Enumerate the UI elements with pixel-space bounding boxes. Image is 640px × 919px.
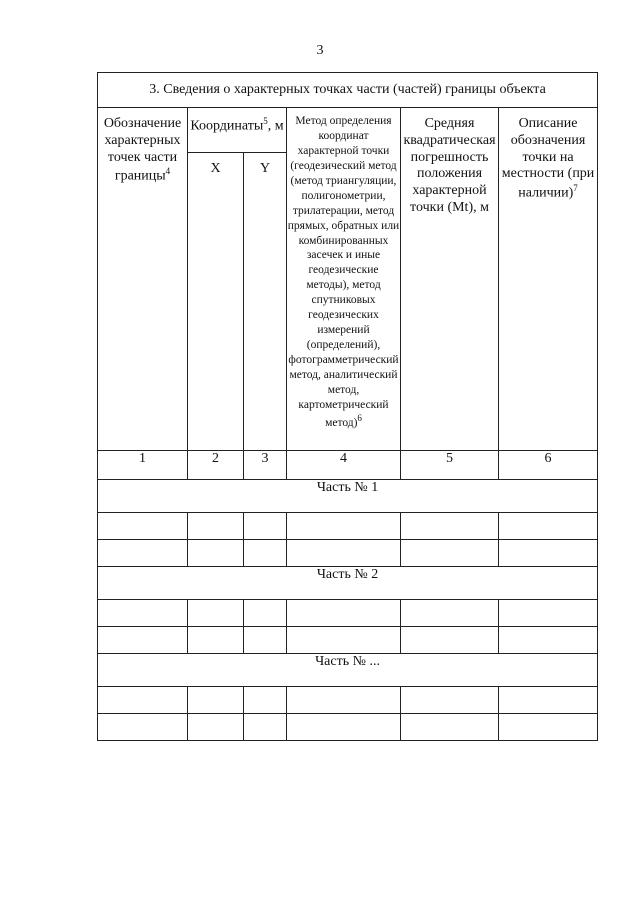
table-cell[interactable] [98, 627, 188, 654]
table-cell[interactable] [188, 714, 244, 741]
table-cell[interactable] [244, 540, 287, 567]
table-cell[interactable] [499, 627, 598, 654]
table-cell[interactable] [244, 513, 287, 540]
table-cell[interactable] [499, 600, 598, 627]
table-cell[interactable] [401, 540, 499, 567]
table-cell[interactable] [287, 600, 401, 627]
table-cell[interactable] [244, 687, 287, 714]
table-cell[interactable] [401, 627, 499, 654]
table-cell[interactable] [499, 687, 598, 714]
table-cell[interactable] [98, 687, 188, 714]
table-row [98, 600, 598, 627]
table-row [98, 714, 598, 741]
table-cell[interactable] [244, 714, 287, 741]
table-cell[interactable] [499, 540, 598, 567]
header-mean-error: Средняя квадратическая погрешность положения характерной точки (Mt), м [401, 108, 499, 451]
column-number: 4 [287, 451, 401, 480]
header-coordinates: Координаты$^5$, м [188, 108, 287, 153]
table-cell[interactable] [287, 627, 401, 654]
table-cell[interactable] [98, 513, 188, 540]
header-point-description: Описание обозначения точки на местности (при наличии)$^7$ [499, 108, 598, 451]
table-row [98, 540, 598, 567]
table-cell[interactable] [401, 687, 499, 714]
characteristic-points-table [97, 72, 598, 741]
part-label: Часть № ... [98, 654, 598, 687]
table-cell[interactable] [98, 540, 188, 567]
table-cell[interactable] [287, 540, 401, 567]
column-numbers-row [98, 451, 598, 480]
table-cell[interactable] [188, 687, 244, 714]
table-cell[interactable] [98, 714, 188, 741]
table-cell[interactable] [188, 513, 244, 540]
table-cell[interactable] [499, 513, 598, 540]
table-row [98, 627, 598, 654]
table-cell[interactable] [188, 627, 244, 654]
table-cell[interactable] [287, 714, 401, 741]
column-number: 3 [244, 451, 287, 480]
page-number: 3 [316, 43, 324, 58]
column-number: 5 [401, 451, 499, 480]
table-cell[interactable] [499, 714, 598, 741]
column-number: 2 [188, 451, 244, 480]
part-label: Часть № 1 [98, 480, 598, 513]
table-cell[interactable] [287, 513, 401, 540]
column-number: 1 [98, 451, 188, 480]
table-cell[interactable] [401, 714, 499, 741]
header-point-designation: Обозначение характерных точек части границы$^4$ [98, 108, 188, 451]
table-cell[interactable] [401, 513, 499, 540]
table-cell[interactable] [98, 600, 188, 627]
table-cell[interactable] [244, 627, 287, 654]
header-x: X [188, 153, 244, 451]
table-cell[interactable] [401, 600, 499, 627]
table-cell[interactable] [244, 600, 287, 627]
table-row [98, 687, 598, 714]
table-cell[interactable] [188, 600, 244, 627]
header-method: Метод определения координат характерной точки (геодезический метод (метод триангуляции, полигонометрии, трилатерации, метод прямых, обратных или комбинированных засечек и иные геодезические методы), метод спутниковых геодезических измерений (определений), фотограмметрический метод, аналитический метод, картометрический метод)$^6$ [287, 108, 401, 451]
header-y: Y [244, 153, 287, 451]
table-cell[interactable] [287, 687, 401, 714]
column-number: 6 [499, 451, 598, 480]
section-title: 3. Сведения о характерных точках части (частей) границы объекта [98, 73, 598, 108]
table-cell[interactable] [188, 540, 244, 567]
table-row [98, 513, 598, 540]
part-label: Часть № 2 [98, 567, 598, 600]
